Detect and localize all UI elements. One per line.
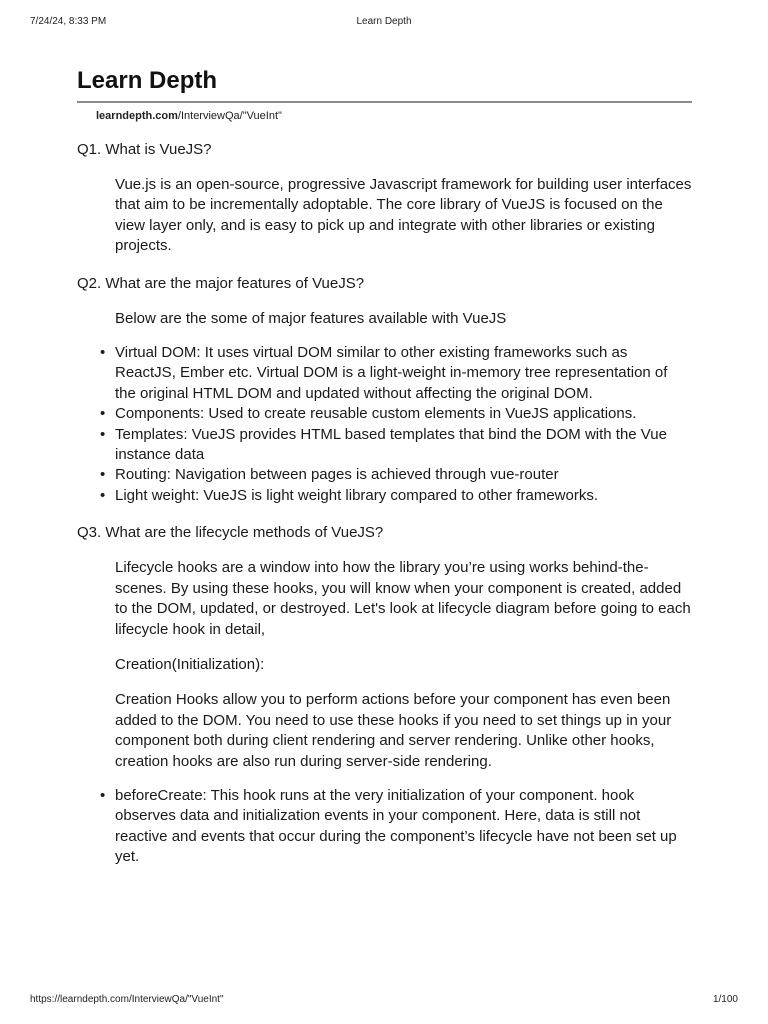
page-number: 1/100 xyxy=(712,994,738,1005)
bullet-icon: • xyxy=(100,466,106,484)
bullet-icon: • xyxy=(100,486,106,504)
hook-text: beforeCreate: This hook runs at the very initialization of your component. hook observes data and initialization events in your component. Here, data is still not reactive and events that occur during the component’s lifecycle have not been set up yet. xyxy=(115,786,677,866)
document-page xyxy=(77,66,692,868)
answer-2-intro: Below are the some of major features available with VueJS xyxy=(115,309,507,327)
creation-subheading: Creation(Initialization): xyxy=(115,655,265,673)
hooks-list xyxy=(77,786,692,868)
creation-text: Creation Hooks allow you to perform actions before your component has even been added to the DOM. You need to use these hooks if you need to set things up in your component both during client rendering and server rendering. Unlike other hooks, creation hooks are also run during server-side rendering. xyxy=(115,691,672,770)
print-header xyxy=(30,16,738,30)
bullet-icon: • xyxy=(100,405,106,423)
source-link[interactable] xyxy=(96,109,692,123)
print-footer xyxy=(30,994,738,1008)
print-page-title: Learn Depth xyxy=(356,16,412,27)
source-path: /InterviewQa/"VueInt" xyxy=(177,110,282,122)
source-domain: learndepth.com xyxy=(96,110,178,122)
list-item xyxy=(100,465,692,485)
feature-text: Light weight: VueJS is light weight library compared to other frameworks. xyxy=(115,486,598,504)
list-item xyxy=(100,486,692,506)
question-3: Q3. What are the lifecycle methods of VueJS? xyxy=(77,524,384,542)
list-item xyxy=(100,425,692,466)
answer-3-intro: Lifecycle hooks are a window into how the library you’re using works behind-the-scenes. By using these hooks, you will know when your component is created, added to the DOM, updated, or destroyed. Let's look at lifecycle diagram before going to each lifecycle hook in detail, xyxy=(115,559,691,638)
question-2: Q2. What are the major features of VueJS? xyxy=(77,274,365,292)
bullet-icon: • xyxy=(100,344,106,362)
list-item xyxy=(100,343,692,404)
list-item xyxy=(100,404,692,424)
question-1: Q1. What is VueJS? xyxy=(77,141,212,158)
answer-1: Vue.js is an open-source, progressive Javascript framework for building user interfaces that aim to be incrementally adoptable. The core library of VueJS is focused on the view layer only, and is easy to pick up and integrate with other libraries or existing projects. xyxy=(115,176,692,255)
feature-text: Templates: VueJS provides HTML based templates that bind the DOM with the Vue instance data xyxy=(115,425,667,464)
title-divider xyxy=(77,101,692,103)
list-item xyxy=(100,786,692,868)
feature-text: Components: Used to create reusable custom elements in VueJS applications. xyxy=(115,405,637,423)
bullet-icon: • xyxy=(100,425,106,443)
print-url: https://learndepth.com/InterviewQa/"VueInt" xyxy=(30,994,224,1005)
print-datetime: 7/24/24, 8:33 PM xyxy=(30,16,107,27)
document-title: Learn Depth xyxy=(77,67,218,94)
bullet-icon: • xyxy=(100,786,106,804)
features-list xyxy=(77,343,692,506)
feature-text: Routing: Navigation between pages is achieved through vue-router xyxy=(115,466,559,484)
feature-text: Virtual DOM: It uses virtual DOM similar to other existing frameworks such as ReactJS, Ember etc. Virtual DOM is a light-weight in-memory tree representation of the original HTML DOM and updated without affecting the original DOM. xyxy=(115,344,668,402)
